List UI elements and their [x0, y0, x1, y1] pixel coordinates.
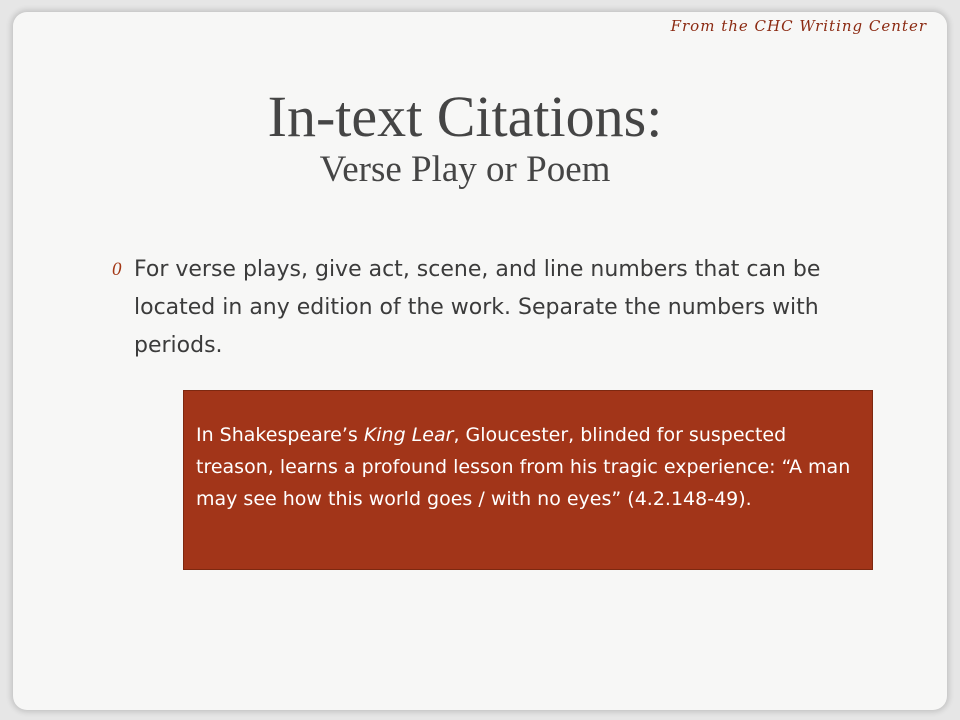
example-text-after: , Gloucester, blinded for suspected treason, learns a profound lesson from his tragic experience: “A man may see how this world goes / with no eyes” (4.2.148-49).: [196, 424, 851, 510]
example-work-title: King Lear: [363, 424, 454, 446]
example-text: [196, 419, 860, 515]
slide-title: In-text Citations:: [267, 84, 663, 149]
title-block: [13, 86, 917, 192]
bullet-item: [112, 251, 882, 365]
example-text-before: In Shakespeare’s: [196, 424, 364, 446]
slide-panel: [13, 12, 947, 710]
example-box: [183, 390, 873, 570]
slide-subtitle: Verse Play or Poem: [319, 149, 611, 190]
bullet-marker: 0: [112, 259, 122, 280]
source-note: From the CHC Writing Center: [670, 17, 927, 35]
bullet-text: For verse plays, give act, scene, and line numbers that can be located in any edition of the work. Separate the numbers with periods.: [134, 257, 821, 358]
